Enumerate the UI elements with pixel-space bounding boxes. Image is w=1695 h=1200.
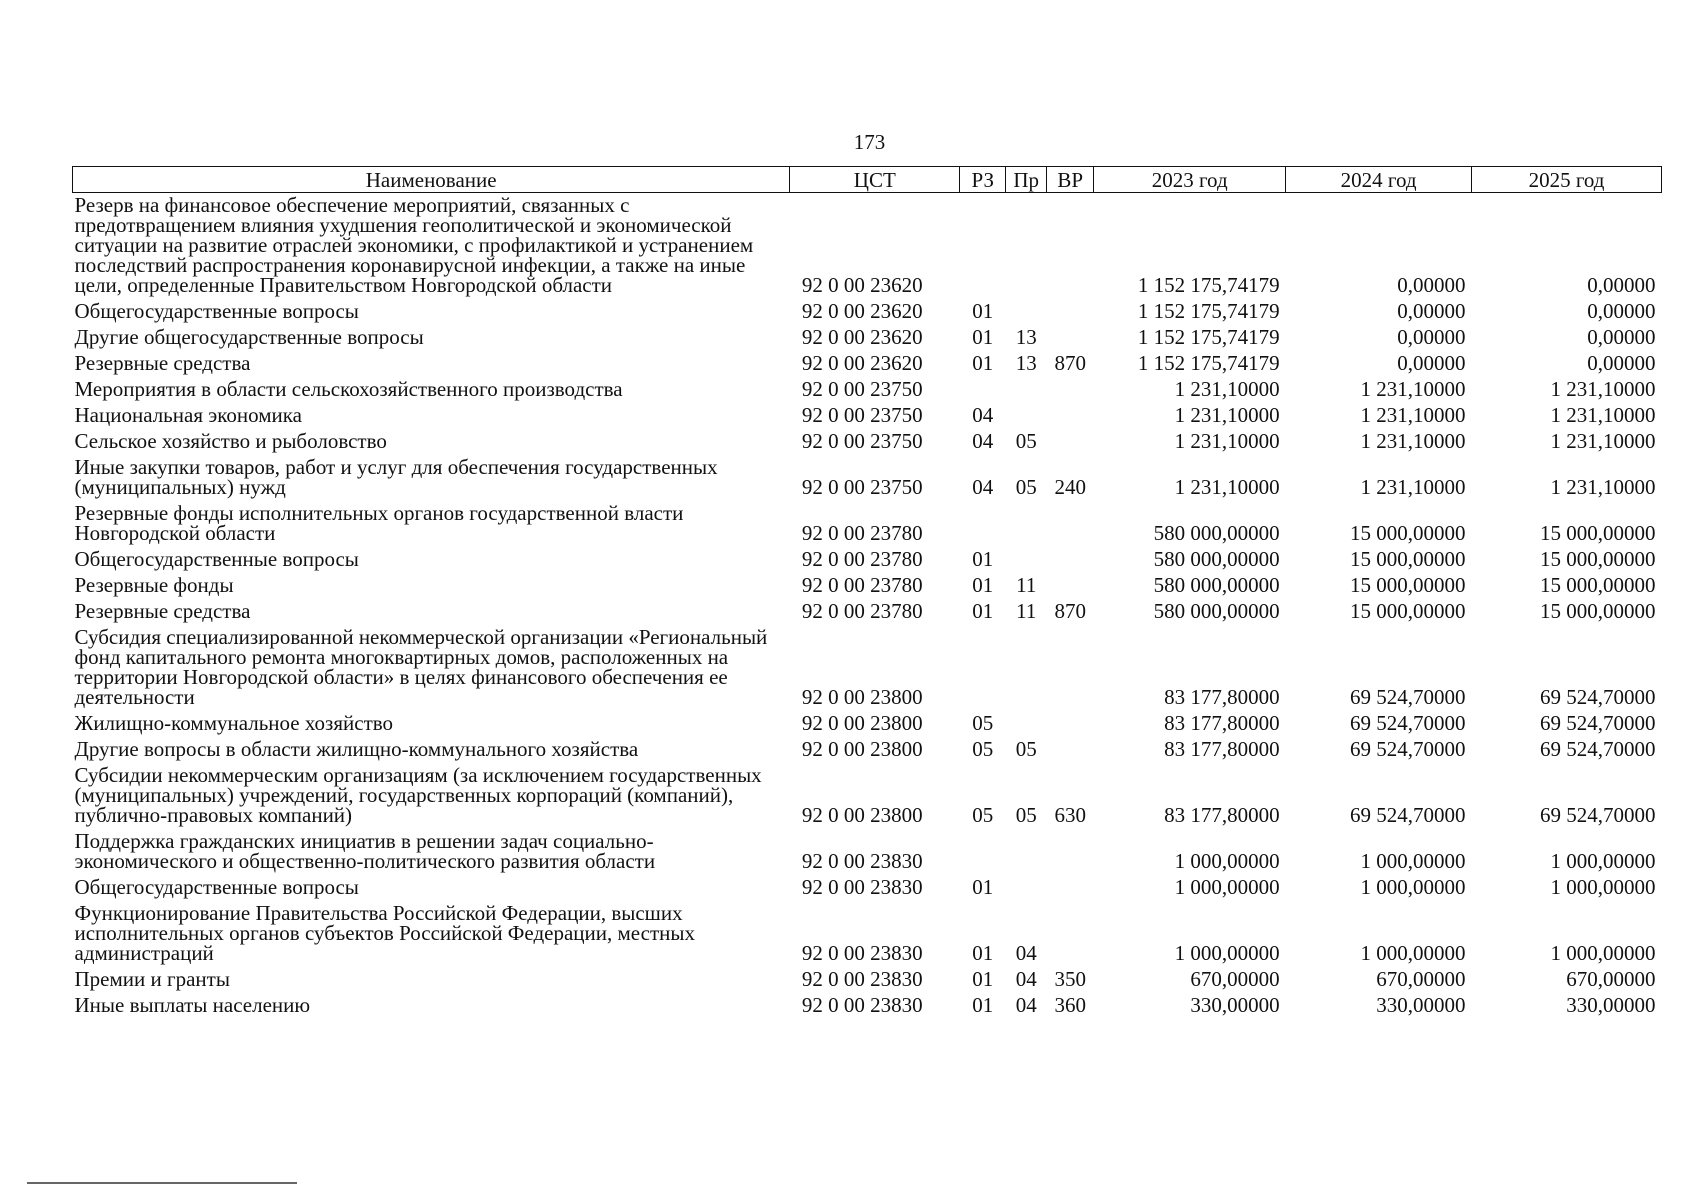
cell-pr — [1006, 547, 1047, 573]
cell-2024: 0,00000 — [1397, 325, 1466, 349]
cell-pr: 05 — [1015, 429, 1037, 453]
header-pr: Пр — [1006, 167, 1047, 193]
cell-pr — [1006, 625, 1047, 711]
cell-vr — [1047, 901, 1094, 967]
cell-2023: 1 231,10000 — [1174, 429, 1280, 453]
cell-rz: 01 — [972, 547, 994, 571]
cell-cst: 92 0 00 23620 — [801, 273, 923, 297]
cell-vr — [1047, 829, 1094, 875]
cell-2025: 0,00000 — [1587, 325, 1656, 349]
table-row — [73, 193, 1662, 300]
cell-2023: 580 000,00000 — [1153, 599, 1280, 623]
cell-cst: 92 0 00 23830 — [801, 993, 923, 1017]
cell-cst: 92 0 00 23800 — [801, 685, 923, 709]
cell-2023: 1 000,00000 — [1174, 849, 1280, 873]
cell-vr — [1047, 193, 1094, 300]
cell-pr — [1006, 193, 1047, 300]
table-row — [73, 875, 1662, 901]
cell-2023: 1 152 175,74179 — [1137, 299, 1280, 323]
cell-cst: 92 0 00 23750 — [801, 429, 923, 453]
cell-vr — [1047, 625, 1094, 711]
cell-name: Премии и гранты — [74, 967, 230, 991]
cell-vr — [1047, 875, 1094, 901]
table-row — [73, 625, 1662, 711]
cell-2023: 580 000,00000 — [1153, 547, 1280, 571]
cell-pr: 13 — [1015, 351, 1037, 375]
cell-2025: 1 000,00000 — [1550, 941, 1656, 965]
cell-2025: 1 000,00000 — [1550, 849, 1656, 873]
cell-rz — [960, 501, 1006, 547]
cell-2025: 1 231,10000 — [1550, 403, 1656, 427]
cell-2023: 1 231,10000 — [1174, 377, 1280, 401]
cell-2024: 15 000,00000 — [1350, 547, 1466, 571]
cell-2023: 1 152 175,74179 — [1137, 325, 1280, 349]
cell-cst: 92 0 00 23830 — [801, 967, 923, 991]
cell-rz: 01 — [972, 967, 994, 991]
budget-table — [72, 166, 1662, 1019]
cell-2025: 670,00000 — [1566, 967, 1656, 991]
table-row — [73, 325, 1662, 351]
cell-cst: 92 0 00 23830 — [801, 849, 923, 873]
table-row — [73, 299, 1662, 325]
table-body — [73, 193, 1662, 1020]
cell-cst: 92 0 00 23780 — [801, 547, 923, 571]
cell-rz — [960, 377, 1006, 403]
cell-vr: 630 — [1054, 803, 1086, 827]
cell-2025: 15 000,00000 — [1540, 521, 1656, 545]
cell-cst: 92 0 00 23620 — [801, 325, 923, 349]
cell-cst: 92 0 00 23800 — [801, 803, 923, 827]
cell-2024: 0,00000 — [1397, 299, 1466, 323]
table-row — [73, 829, 1662, 875]
cell-rz: 05 — [972, 803, 994, 827]
cell-2024: 0,00000 — [1397, 351, 1466, 375]
cell-name: Резервные фонды исполнительных органов государственной власти Новгородской области — [74, 501, 684, 545]
cell-cst: 92 0 00 23830 — [801, 941, 923, 965]
cell-vr — [1047, 299, 1094, 325]
cell-rz: 04 — [972, 475, 994, 499]
header-rz: РЗ — [960, 167, 1006, 193]
table-row — [73, 351, 1662, 377]
cell-rz: 04 — [972, 403, 994, 427]
cell-rz: 05 — [972, 711, 994, 735]
cell-cst: 92 0 00 23830 — [801, 875, 923, 899]
page-number — [0, 130, 1695, 155]
cell-2023: 83 177,80000 — [1164, 737, 1280, 761]
cell-cst: 92 0 00 23620 — [801, 351, 923, 375]
cell-rz: 01 — [972, 993, 994, 1017]
cell-2025: 69 524,70000 — [1540, 803, 1656, 827]
cell-2023: 1 231,10000 — [1174, 403, 1280, 427]
cell-2024: 330,00000 — [1376, 993, 1466, 1017]
cell-name: Национальная экономика — [74, 403, 302, 427]
table-row — [73, 763, 1662, 829]
table-row — [73, 547, 1662, 573]
cell-2025: 15 000,00000 — [1540, 573, 1656, 597]
cell-pr — [1006, 501, 1047, 547]
cell-name: Субсидии некоммерческим организациям (за исключением государственных (муниципальных) учреждений, государственных корпораций (компаний), публично-правовых компаний) — [74, 763, 762, 827]
cell-2024: 1 231,10000 — [1360, 403, 1466, 427]
table-row — [73, 599, 1662, 625]
cell-pr — [1006, 299, 1047, 325]
table-row — [73, 403, 1662, 429]
cell-2024: 15 000,00000 — [1350, 521, 1466, 545]
cell-rz: 01 — [972, 941, 994, 965]
cell-2025: 15 000,00000 — [1540, 599, 1656, 623]
cell-name: Резервные фонды — [74, 573, 234, 597]
table-header — [73, 167, 1662, 193]
header-vr: ВР — [1047, 167, 1094, 193]
table-row — [73, 711, 1662, 737]
cell-vr — [1047, 573, 1094, 599]
cell-pr — [1006, 377, 1047, 403]
cell-2024: 1 000,00000 — [1360, 875, 1466, 899]
cell-name: Общегосударственные вопросы — [74, 299, 359, 323]
table-row — [73, 501, 1662, 547]
cell-2025: 1 231,10000 — [1550, 429, 1656, 453]
cell-rz — [960, 829, 1006, 875]
cell-rz: 01 — [972, 599, 994, 623]
cell-vr — [1047, 547, 1094, 573]
cell-vr: 870 — [1054, 599, 1086, 623]
cell-rz: 01 — [972, 299, 994, 323]
cell-2025: 69 524,70000 — [1540, 685, 1656, 709]
cell-name: Сельское хозяйство и рыболовство — [74, 429, 387, 453]
page-number-text: 173 — [853, 130, 886, 154]
cell-rz: 01 — [972, 325, 994, 349]
cell-2024: 15 000,00000 — [1350, 599, 1466, 623]
cell-pr: 05 — [1015, 737, 1037, 761]
cell-cst: 92 0 00 23750 — [801, 403, 923, 427]
cell-pr: 04 — [1015, 967, 1037, 991]
cell-vr — [1047, 325, 1094, 351]
cell-name: Субсидия специализированной некоммерческой организации «Региональный фонд капитального ремонта многоквартирных домов, расположенных на территории Новгородской области» в целях финансового обеспечения ее деятельности — [74, 625, 768, 709]
cell-2023: 1 152 175,74179 — [1137, 273, 1280, 297]
cell-2023: 1 231,10000 — [1174, 475, 1280, 499]
cell-2024: 69 524,70000 — [1350, 685, 1466, 709]
cell-vr: 350 — [1054, 967, 1086, 991]
cell-cst: 92 0 00 23750 — [801, 377, 923, 401]
cell-name: Общегосударственные вопросы — [74, 875, 359, 899]
cell-2023: 1 000,00000 — [1174, 875, 1280, 899]
cell-2024: 69 524,70000 — [1350, 803, 1466, 827]
cell-rz: 01 — [972, 351, 994, 375]
cell-2023: 83 177,80000 — [1164, 803, 1280, 827]
cell-pr — [1006, 403, 1047, 429]
cell-rz: 01 — [972, 875, 994, 899]
cell-cst: 92 0 00 23750 — [801, 475, 923, 499]
cell-pr — [1006, 829, 1047, 875]
cell-name: Поддержка гражданских инициатив в решении задач социально-экономического и общественно-политического развития области — [74, 829, 656, 873]
cell-2025: 0,00000 — [1587, 351, 1656, 375]
cell-vr: 870 — [1054, 351, 1086, 375]
cell-name: Резервные средства — [74, 351, 251, 375]
cell-2024: 0,00000 — [1397, 273, 1466, 297]
cell-2024: 1 231,10000 — [1360, 377, 1466, 401]
cell-2024: 69 524,70000 — [1350, 737, 1466, 761]
cell-rz: 01 — [972, 573, 994, 597]
header-2023: 2023 год — [1094, 167, 1286, 193]
cell-2025: 330,00000 — [1566, 993, 1656, 1017]
cell-cst: 92 0 00 23780 — [801, 573, 923, 597]
cell-name: Другие вопросы в области жилищно-коммунального хозяйства — [74, 737, 639, 761]
cell-2025: 1 231,10000 — [1550, 475, 1656, 499]
cell-2025: 69 524,70000 — [1540, 711, 1656, 735]
cell-vr — [1047, 501, 1094, 547]
cell-2023: 1 000,00000 — [1174, 941, 1280, 965]
cell-name: Резервные средства — [74, 599, 251, 623]
table-row — [73, 967, 1662, 993]
cell-2023: 83 177,80000 — [1164, 711, 1280, 735]
header-name: Наименование — [73, 167, 790, 193]
header-2025: 2025 год — [1472, 167, 1662, 193]
cell-2025: 69 524,70000 — [1540, 737, 1656, 761]
cell-2023: 83 177,80000 — [1164, 685, 1280, 709]
cell-2023: 580 000,00000 — [1153, 521, 1280, 545]
cell-name: Жилищно-коммунальное хозяйство — [74, 711, 394, 735]
table-row — [73, 993, 1662, 1019]
cell-2024: 1 000,00000 — [1360, 849, 1466, 873]
cell-pr — [1006, 875, 1047, 901]
cell-name: Другие общегосударственные вопросы — [74, 325, 424, 349]
cell-vr — [1047, 737, 1094, 763]
cell-name: Общегосударственные вопросы — [74, 547, 359, 571]
cell-vr — [1047, 403, 1094, 429]
cell-vr: 360 — [1054, 993, 1086, 1017]
cell-name: Иные выплаты населению — [74, 993, 311, 1017]
cell-cst: 92 0 00 23800 — [801, 711, 923, 735]
cell-name: Резерв на финансовое обеспечение мероприятий, связанных с предотвращением влияния ухудшения геополитической и экономической ситуации на развитие отраслей экономики, с профилактикой и устранением последствий распространения коронавирусной инфекции, а также на иные цели, определенные Правительством Новгородской области — [74, 193, 754, 297]
cell-rz — [960, 625, 1006, 711]
cell-pr — [1006, 711, 1047, 737]
cell-2023: 1 152 175,74179 — [1137, 351, 1280, 375]
cell-pr: 11 — [1016, 573, 1037, 597]
cell-pr: 04 — [1015, 993, 1037, 1017]
cell-2025: 0,00000 — [1587, 299, 1656, 323]
cell-2025: 1 231,10000 — [1550, 377, 1656, 401]
cell-rz — [960, 193, 1006, 300]
footer-rule — [27, 1182, 297, 1184]
cell-2025: 0,00000 — [1587, 273, 1656, 297]
cell-2024: 670,00000 — [1376, 967, 1466, 991]
cell-2023: 580 000,00000 — [1153, 573, 1280, 597]
cell-pr: 04 — [1015, 941, 1037, 965]
cell-2024: 1 000,00000 — [1360, 941, 1466, 965]
table-row — [73, 901, 1662, 967]
cell-2024: 69 524,70000 — [1350, 711, 1466, 735]
cell-cst: 92 0 00 23800 — [801, 737, 923, 761]
cell-vr — [1047, 377, 1094, 403]
table-row — [73, 573, 1662, 599]
cell-2024: 1 231,10000 — [1360, 429, 1466, 453]
table-row — [73, 455, 1662, 501]
header-2024: 2024 год — [1286, 167, 1472, 193]
cell-2024: 1 231,10000 — [1360, 475, 1466, 499]
table-row — [73, 377, 1662, 403]
cell-2023: 670,00000 — [1190, 967, 1280, 991]
cell-vr — [1047, 711, 1094, 737]
cell-name: Иные закупки товаров, работ и услуг для обеспечения государственных (муниципальных) нужд — [74, 455, 718, 499]
cell-pr: 05 — [1015, 803, 1037, 827]
cell-2023: 330,00000 — [1190, 993, 1280, 1017]
table-row — [73, 737, 1662, 763]
cell-vr — [1047, 429, 1094, 455]
cell-cst: 92 0 00 23780 — [801, 599, 923, 623]
cell-name: Мероприятия в области сельскохозяйственного производства — [74, 377, 623, 401]
cell-2025: 15 000,00000 — [1540, 547, 1656, 571]
cell-cst: 92 0 00 23620 — [801, 299, 923, 323]
cell-cst: 92 0 00 23780 — [801, 521, 923, 545]
cell-vr: 240 — [1054, 475, 1086, 499]
cell-rz: 05 — [972, 737, 994, 761]
table-row — [73, 429, 1662, 455]
cell-pr: 11 — [1016, 599, 1037, 623]
cell-2024: 15 000,00000 — [1350, 573, 1466, 597]
cell-2025: 1 000,00000 — [1550, 875, 1656, 899]
cell-pr: 05 — [1015, 475, 1037, 499]
cell-pr: 13 — [1015, 325, 1037, 349]
header-cst: ЦСТ — [790, 167, 960, 193]
cell-name: Функционирование Правительства Российской Федерации, высших исполнительных органов субъектов Российской Федерации, местных администраций — [74, 901, 695, 965]
cell-rz: 04 — [972, 429, 994, 453]
